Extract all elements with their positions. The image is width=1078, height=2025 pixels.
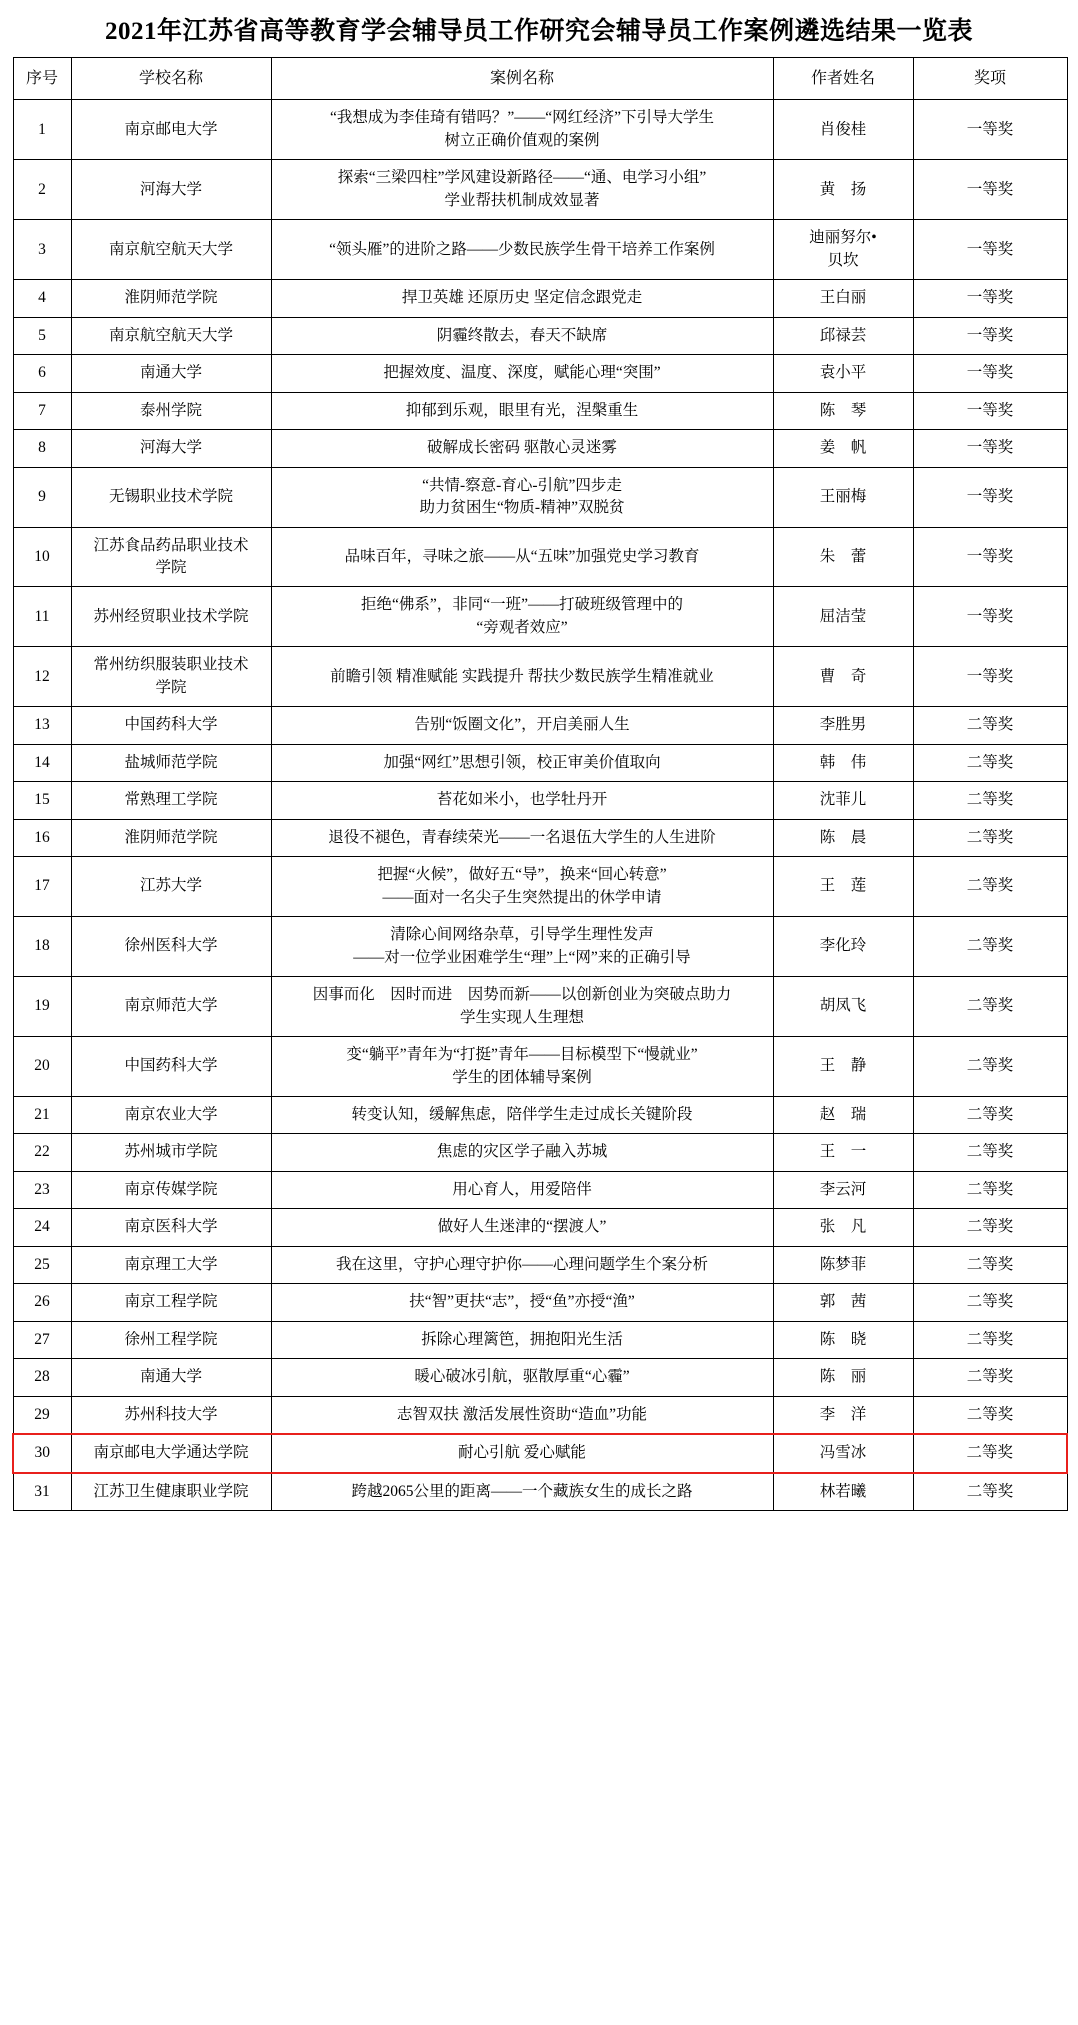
cell-index: 7 — [13, 392, 71, 429]
table-row — [13, 587, 1067, 647]
cell-author: 李化玲 — [773, 917, 913, 977]
cell-school — [71, 647, 271, 707]
cell-case — [271, 527, 773, 587]
cell-case-line: ——对一位学业困难学生“理”上“网”来的正确引导 — [353, 948, 691, 966]
cell-case — [271, 819, 773, 856]
cell-award: 二等奖 — [913, 1037, 1067, 1097]
cell-case — [271, 467, 773, 527]
cell-award: 二等奖 — [913, 819, 1067, 856]
cell-award: 二等奖 — [913, 782, 1067, 819]
cell-school: 南京工程学院 — [71, 1284, 271, 1321]
cell-author: 李 洋 — [773, 1396, 913, 1434]
cell-index: 15 — [13, 782, 71, 819]
cell-case — [271, 1473, 773, 1511]
cell-award: 二等奖 — [913, 744, 1067, 781]
cell-case-line: 我在这里，守护心理守护你——心理问题学生个案分析 — [335, 1255, 708, 1273]
table-row — [13, 1096, 1067, 1133]
table-row — [13, 977, 1067, 1037]
cell-index: 14 — [13, 744, 71, 781]
cell-case — [271, 782, 773, 819]
cell-award: 二等奖 — [913, 1284, 1067, 1321]
cell-index: 29 — [13, 1396, 71, 1434]
cell-award: 二等奖 — [913, 1473, 1067, 1511]
cell-index: 17 — [13, 857, 71, 917]
cell-case-line: 志智双扶 激活发展性资助“造血”功能 — [396, 1405, 648, 1423]
cell-index: 8 — [13, 430, 71, 467]
cell-author: 陈 琴 — [773, 392, 913, 429]
cell-author-line: 迪丽努尔• — [809, 229, 877, 247]
table-row — [13, 1209, 1067, 1246]
cell-case-line: “我想成为李佳琦有错吗？”——“网红经济”下引导大学生 — [329, 109, 715, 127]
cell-award: 二等奖 — [913, 1209, 1067, 1246]
cell-case-line: 变“躺平”青年为“打挺”青年——目标模型下“慢就业” — [346, 1046, 698, 1064]
cell-school: 常熟理工学院 — [71, 782, 271, 819]
cell-author: 王白丽 — [773, 280, 913, 317]
cell-case-line: 学生的团体辅导案例 — [452, 1068, 592, 1086]
cell-school: 南京邮电大学 — [71, 100, 271, 160]
cell-award: 二等奖 — [913, 1434, 1067, 1472]
cell-award: 二等奖 — [913, 1134, 1067, 1171]
table-row — [13, 1246, 1067, 1283]
cell-award: 一等奖 — [913, 220, 1067, 280]
cell-school: 中国药科大学 — [71, 707, 271, 744]
cell-school: 苏州科技大学 — [71, 1396, 271, 1434]
table-row — [13, 1321, 1067, 1358]
cell-author: 黄 扬 — [773, 160, 913, 220]
cell-school: 中国药科大学 — [71, 1037, 271, 1097]
cell-index: 23 — [13, 1171, 71, 1208]
cell-school: 淮阴师范学院 — [71, 280, 271, 317]
cell-case-line: 苔花如米小，也学牡丹开 — [436, 791, 608, 809]
cell-index: 21 — [13, 1096, 71, 1133]
cell-index: 11 — [13, 587, 71, 647]
page-title: 2021年江苏省高等教育学会辅导员工作研究会辅导员工作案例遴选结果一览表 — [104, 18, 973, 45]
cell-case-line: 用心育人，用爱陪伴 — [452, 1180, 592, 1198]
cell-school: 无锡职业技术学院 — [71, 467, 271, 527]
cell-case-line: 耐心引航 爱心赋能 — [458, 1444, 586, 1462]
cell-award: 一等奖 — [913, 160, 1067, 220]
cell-case-line: “共情-察意-育心-引航”四步走 — [422, 476, 622, 494]
table-row — [13, 280, 1067, 317]
cell-case — [271, 1396, 773, 1434]
cell-case — [271, 160, 773, 220]
cell-case-line: 捍卫英雄 还原历史 坚定信念跟党走 — [401, 289, 643, 307]
cell-index: 4 — [13, 280, 71, 317]
cell-case-line: “领头雁”的进阶之路——少数民族学生骨干培养工作案例 — [329, 240, 715, 258]
cell-case — [271, 647, 773, 707]
cell-case-line: 暖心破冰引航，驱散厚重“心霾” — [414, 1368, 630, 1386]
cell-award: 一等奖 — [913, 527, 1067, 587]
cell-author: 陈 晨 — [773, 819, 913, 856]
table-row — [13, 917, 1067, 977]
cell-author: 王 一 — [773, 1134, 913, 1171]
cell-school: 盐城师范学院 — [71, 744, 271, 781]
cell-case-line: 抑郁到乐观，眼里有光，涅槃重生 — [405, 401, 639, 419]
cell-case — [271, 1246, 773, 1283]
cell-case — [271, 1321, 773, 1358]
cell-award: 一等奖 — [913, 355, 1067, 392]
cell-index: 22 — [13, 1134, 71, 1171]
table-row — [13, 100, 1067, 160]
cell-case — [271, 1359, 773, 1396]
cell-school: 南京传媒学院 — [71, 1171, 271, 1208]
cell-case — [271, 1284, 773, 1321]
cell-case-line: 把握“火候”，做好五“导”，换来“回心转意” — [377, 866, 667, 884]
cell-school: 南京医科大学 — [71, 1209, 271, 1246]
cell-school: 南京航空航天大学 — [71, 220, 271, 280]
cell-award: 一等奖 — [913, 280, 1067, 317]
cell-award: 二等奖 — [913, 1171, 1067, 1208]
cell-school: 江苏卫生健康职业学院 — [71, 1473, 271, 1511]
table-row — [13, 527, 1067, 587]
cell-case-line: 助力贫困生“物质-精神”双脱贫 — [419, 499, 625, 517]
cell-case — [271, 1171, 773, 1208]
cell-school: 江苏大学 — [71, 857, 271, 917]
cell-case-line: 前瞻引领 精准赋能 实践提升 帮扶少数民族学生精准就业 — [330, 667, 714, 685]
cell-case-line: 告别“饭圈文化”，开启美丽人生 — [414, 716, 630, 734]
cell-index: 28 — [13, 1359, 71, 1396]
cell-school: 南京邮电大学通达学院 — [71, 1434, 271, 1472]
cell-case — [271, 1037, 773, 1097]
cell-award: 二等奖 — [913, 1359, 1067, 1396]
cell-school-line: 学院 — [155, 559, 187, 576]
cell-author: 肖俊桂 — [773, 100, 913, 160]
cell-case — [271, 917, 773, 977]
cell-author: 赵 瑞 — [773, 1096, 913, 1133]
cell-case-line: 跨越2065公里的距离——一个藏族女生的成长之路 — [351, 1482, 693, 1500]
cell-school: 南京师范大学 — [71, 977, 271, 1037]
cell-award: 二等奖 — [913, 977, 1067, 1037]
cell-author: 王 莲 — [773, 857, 913, 917]
table-row — [13, 430, 1067, 467]
table-row — [13, 707, 1067, 744]
table-row — [13, 220, 1067, 280]
column-header-index: 序号 — [13, 58, 71, 100]
cell-case-line: 焦虑的灾区学子融入苏城 — [436, 1143, 608, 1161]
cell-index: 27 — [13, 1321, 71, 1358]
cell-index: 1 — [13, 100, 71, 160]
cell-award: 一等奖 — [913, 587, 1067, 647]
cell-case-line: 转变认知，缓解焦虑，陪伴学生走过成长关键阶段 — [351, 1105, 693, 1123]
cell-case — [271, 1209, 773, 1246]
cell-case-line: 阴霾终散去，春天不缺席 — [436, 326, 608, 344]
table-header-row — [13, 58, 1067, 100]
cell-index: 9 — [13, 467, 71, 527]
table-row — [13, 1134, 1067, 1171]
cell-case-line: “旁观者效应” — [476, 618, 568, 636]
cell-index: 10 — [13, 527, 71, 587]
column-header-case: 案例名称 — [271, 58, 773, 100]
table-row — [13, 1359, 1067, 1396]
cell-index: 2 — [13, 160, 71, 220]
cell-award: 一等奖 — [913, 467, 1067, 527]
cell-case — [271, 280, 773, 317]
cell-award: 二等奖 — [913, 917, 1067, 977]
cell-award: 一等奖 — [913, 100, 1067, 160]
cell-author: 韩 伟 — [773, 744, 913, 781]
cell-index: 5 — [13, 317, 71, 354]
results-table — [12, 57, 1068, 1511]
cell-award: 二等奖 — [913, 1321, 1067, 1358]
cell-school: 河海大学 — [71, 430, 271, 467]
cell-index: 6 — [13, 355, 71, 392]
cell-author: 袁小平 — [773, 355, 913, 392]
cell-author: 邱禄芸 — [773, 317, 913, 354]
cell-case — [271, 392, 773, 429]
cell-case-line: 加强“网红”思想引领，校正审美价值取向 — [383, 753, 661, 771]
cell-school-line: 学院 — [155, 678, 187, 696]
cell-index: 18 — [13, 917, 71, 977]
cell-case — [271, 1434, 773, 1472]
cell-case-line: 拒绝“佛系”，非同“一班”——打破班级管理中的 — [360, 596, 684, 614]
cell-index: 12 — [13, 647, 71, 707]
cell-school: 徐州医科大学 — [71, 917, 271, 977]
cell-author: 李云河 — [773, 1171, 913, 1208]
cell-author-line: 贝坎 — [827, 251, 859, 269]
cell-school: 淮阴师范学院 — [71, 819, 271, 856]
table-row — [13, 392, 1067, 429]
cell-index: 16 — [13, 819, 71, 856]
cell-award: 一等奖 — [913, 430, 1067, 467]
cell-case-line: 清除心间网络杂草，引导学生理性发声 — [390, 926, 654, 944]
cell-index: 26 — [13, 1284, 71, 1321]
cell-index: 24 — [13, 1209, 71, 1246]
table-body — [13, 100, 1067, 1511]
cell-case-line: 因事而化 因时而进 因势而新——以创新创业为突破点助力 — [312, 986, 732, 1004]
cell-author: 沈菲儿 — [773, 782, 913, 819]
cell-award: 一等奖 — [913, 647, 1067, 707]
cell-author: 李胜男 — [773, 707, 913, 744]
cell-award: 二等奖 — [913, 707, 1067, 744]
table-row — [13, 1473, 1067, 1511]
table-row — [13, 744, 1067, 781]
cell-award: 二等奖 — [913, 1096, 1067, 1133]
cell-case — [271, 100, 773, 160]
cell-index: 31 — [13, 1473, 71, 1511]
cell-index: 19 — [13, 977, 71, 1037]
column-header-author: 作者姓名 — [773, 58, 913, 100]
table-row — [13, 1037, 1067, 1097]
cell-case — [271, 744, 773, 781]
cell-case — [271, 587, 773, 647]
cell-award: 二等奖 — [913, 1246, 1067, 1283]
table-row — [13, 819, 1067, 856]
cell-school: 苏州城市学院 — [71, 1134, 271, 1171]
cell-author: 屈洁莹 — [773, 587, 913, 647]
cell-school: 南通大学 — [71, 1359, 271, 1396]
cell-school: 徐州工程学院 — [71, 1321, 271, 1358]
cell-school: 河海大学 — [71, 160, 271, 220]
cell-index: 13 — [13, 707, 71, 744]
cell-school-line: 江苏食品药品职业技术 — [93, 536, 249, 554]
cell-author: 朱 蕾 — [773, 527, 913, 587]
cell-case — [271, 430, 773, 467]
cell-school: 南通大学 — [71, 355, 271, 392]
cell-case — [271, 1096, 773, 1133]
cell-school: 南京航空航天大学 — [71, 317, 271, 354]
cell-case — [271, 220, 773, 280]
cell-index: 30 — [13, 1434, 71, 1472]
cell-case-line: 探索“三梁四柱”学风建设新路径——“通、电学习小组” — [337, 169, 707, 187]
cell-case — [271, 1134, 773, 1171]
table-row — [13, 1396, 1067, 1434]
cell-case-line: 退役不褪色，青春续荣光——一名退伍大学生的人生进阶 — [328, 828, 716, 846]
table-row — [13, 1171, 1067, 1208]
cell-index: 3 — [13, 220, 71, 280]
cell-index: 25 — [13, 1246, 71, 1283]
cell-case — [271, 857, 773, 917]
cell-case-line: 扶“智”更扶“志”，授“鱼”亦授“渔” — [409, 1293, 635, 1311]
cell-case — [271, 977, 773, 1037]
cell-case-line: 学业帮扶机制成效显著 — [444, 191, 600, 209]
cell-author: 郭 茜 — [773, 1284, 913, 1321]
cell-award: 二等奖 — [913, 1396, 1067, 1434]
cell-school-line: 常州纺织服装职业技术 — [93, 656, 249, 674]
table-row — [13, 1284, 1067, 1321]
table-row — [13, 857, 1067, 917]
cell-author: 陈 丽 — [773, 1359, 913, 1396]
cell-case-line: 品味百年，寻味之旅——从“五味”加强党史学习教育 — [344, 547, 700, 565]
cell-author: 姜 帆 — [773, 430, 913, 467]
cell-case-line: 把握效度、温度、深度，赋能心理“突围” — [383, 364, 661, 382]
cell-case — [271, 355, 773, 392]
cell-author: 王丽梅 — [773, 467, 913, 527]
table-row — [13, 317, 1067, 354]
cell-author: 胡凤飞 — [773, 977, 913, 1037]
cell-author: 冯雪冰 — [773, 1434, 913, 1472]
cell-author: 陈 晓 — [773, 1321, 913, 1358]
cell-index: 20 — [13, 1037, 71, 1097]
cell-case-line: 破解成长密码 驱散心灵迷雾 — [427, 439, 617, 457]
table-row — [13, 467, 1067, 527]
cell-author: 曹 奇 — [773, 647, 913, 707]
cell-award: 一等奖 — [913, 317, 1067, 354]
cell-award: 二等奖 — [913, 857, 1067, 917]
table-row — [13, 355, 1067, 392]
cell-case-line: 做好人生迷津的“摆渡人” — [437, 1218, 607, 1236]
cell-case-line: 拆除心理篱笆，拥抱阳光生活 — [421, 1330, 623, 1348]
cell-school: 南京农业大学 — [71, 1096, 271, 1133]
cell-case — [271, 317, 773, 354]
cell-author: 张 凡 — [773, 1209, 913, 1246]
table-row — [13, 782, 1067, 819]
cell-author: 陈梦菲 — [773, 1246, 913, 1283]
cell-school — [71, 527, 271, 587]
cell-case-line: 树立正确价值观的案例 — [444, 131, 600, 149]
column-header-award: 奖项 — [913, 58, 1067, 100]
column-header-school: 学校名称 — [71, 58, 271, 100]
cell-case — [271, 707, 773, 744]
table-row — [13, 160, 1067, 220]
table-row — [13, 647, 1067, 707]
cell-award: 一等奖 — [913, 392, 1067, 429]
cell-case-line: ——面对一名尖子生突然提出的休学申请 — [382, 888, 662, 906]
cell-school: 南京理工大学 — [71, 1246, 271, 1283]
cell-school: 泰州学院 — [71, 392, 271, 429]
cell-author: 王 静 — [773, 1037, 913, 1097]
table-row — [13, 1434, 1067, 1472]
cell-author — [773, 220, 913, 280]
cell-author: 林若曦 — [773, 1473, 913, 1511]
cell-school: 苏州经贸职业技术学院 — [71, 587, 271, 647]
cell-case-line: 学生实现人生理想 — [459, 1008, 584, 1026]
